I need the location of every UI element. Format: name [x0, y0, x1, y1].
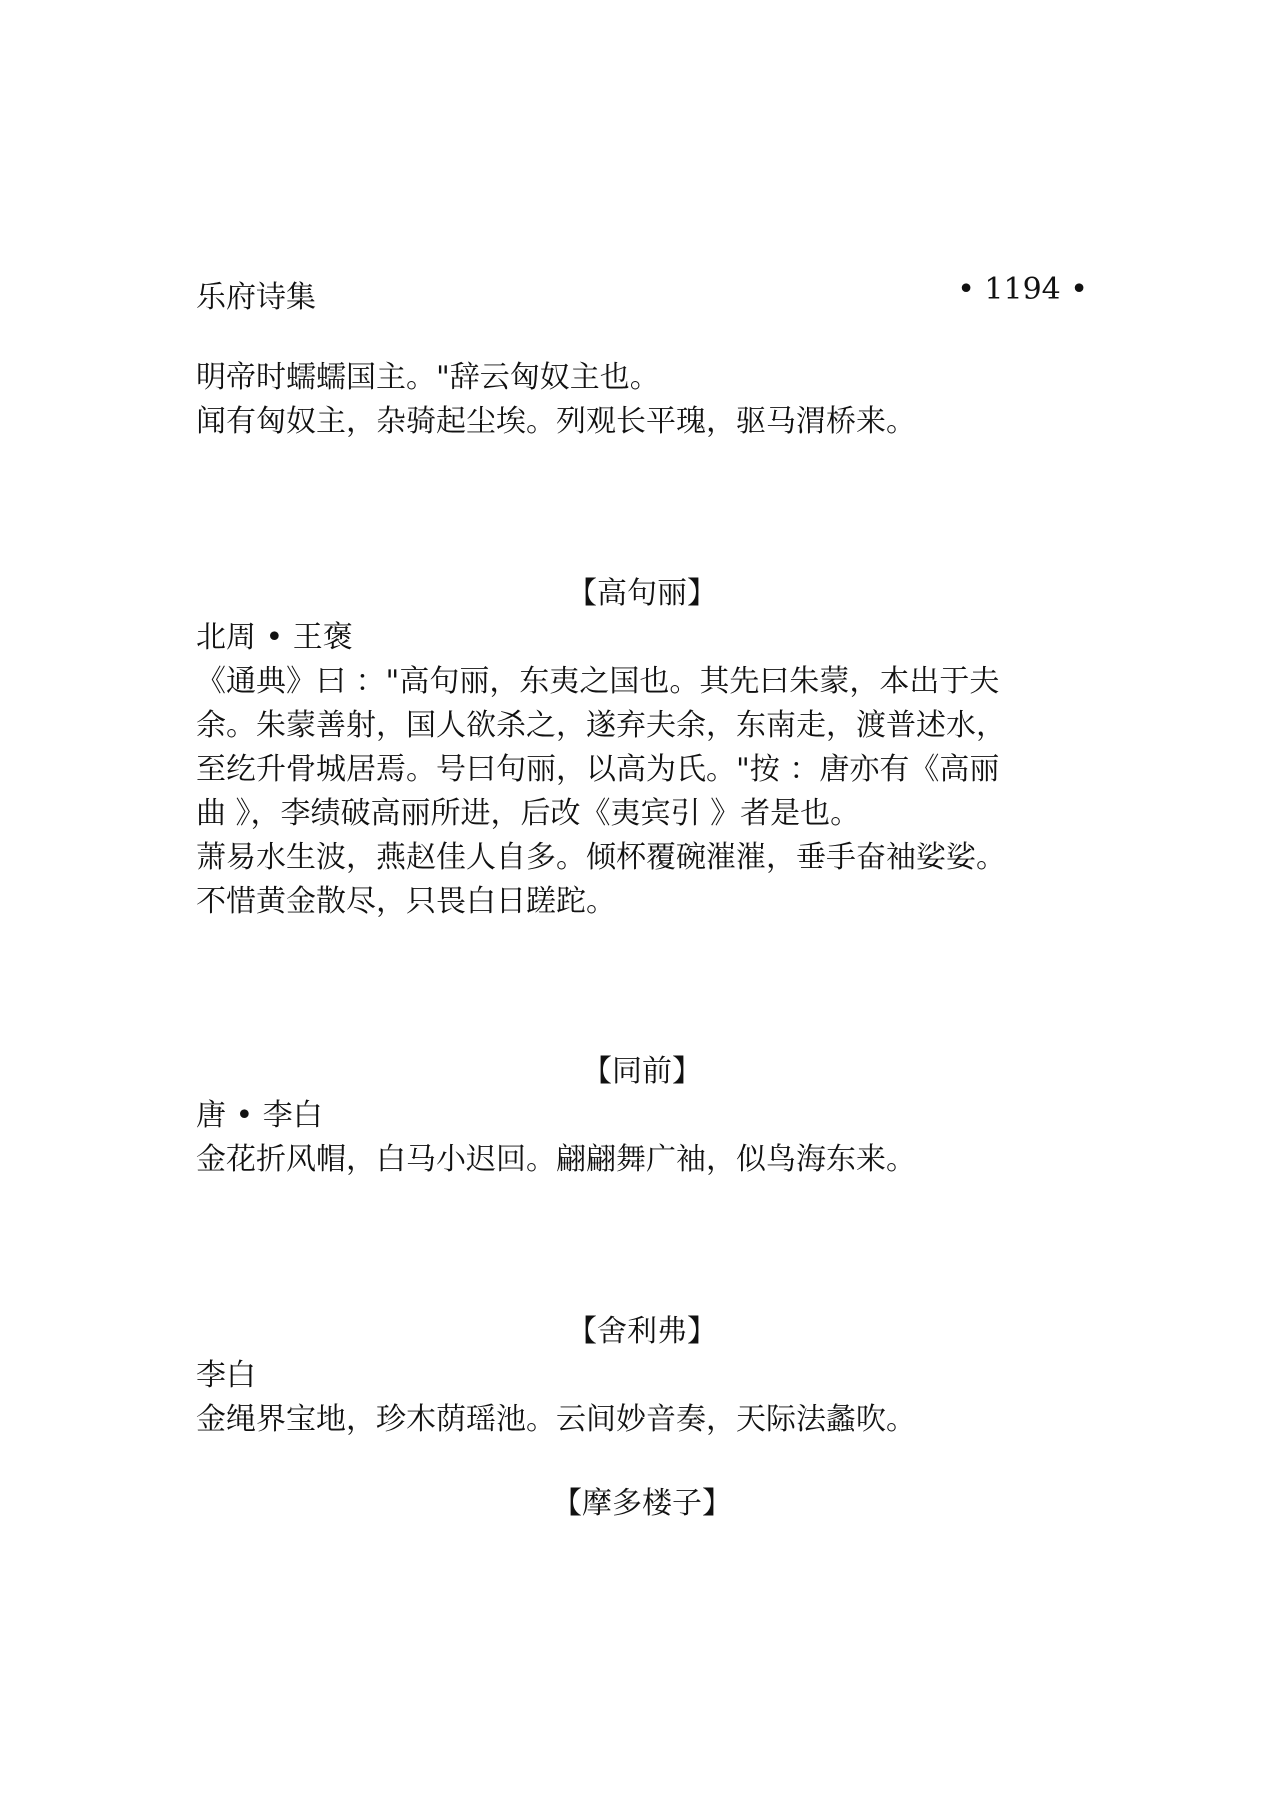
section-author: 北周 • 王褒 — [196, 620, 353, 655]
page-header — [196, 272, 1088, 315]
section-line: 《通典》曰 ："高句丽，东夷之国也。其先曰朱蒙，本出于夫 — [196, 664, 1000, 699]
document-page — [196, 0, 1088, 1795]
section-title: 【舍利弗】 — [567, 1314, 717, 1349]
section-line: 金花折风帽，白马小迟回。翩翩舞广袖，似鸟海东来。 — [196, 1142, 916, 1177]
section-title: 【摩多楼子】 — [552, 1486, 732, 1521]
section-line: 金绳界宝地，珍木荫瑶池。云间妙音奏，天际法蠡吹。 — [196, 1402, 916, 1437]
section-title: 【同前】 — [582, 1054, 702, 1089]
section-line: 萧易水生波，燕赵佳人自多。倾杯覆碗漼漼，垂手奋袖娑娑。 — [196, 840, 1006, 875]
section-line: 余。朱蒙善射，国人欲杀之，遂弃夫余，东南走，渡普述水， — [196, 708, 1006, 743]
page-number: • 1194 • — [957, 272, 1088, 307]
section-title: 【高句丽】 — [567, 576, 717, 611]
section-author: 李白 — [196, 1358, 256, 1393]
section-line: 不惜黄金散尽，只畏白日蹉跎。 — [196, 884, 616, 919]
section-line: 曲 》，李绩破高丽所进，后改《夷宾引 》者是也。 — [196, 796, 861, 831]
intro-line: 闻有匈奴主，杂骑起尘埃。列观长平瑰，驱马渭桥来。 — [196, 404, 916, 439]
intro-line: 明帝时蠕蠕国主。"辞云匈奴主也。 — [196, 360, 660, 395]
section-line: 至纥升骨城居焉。号曰句丽，以高为氏。"按 ：唐亦有《高丽 — [196, 752, 1000, 787]
book-title: 乐府诗集 — [196, 280, 316, 315]
section-author: 唐 • 李白 — [196, 1098, 323, 1133]
